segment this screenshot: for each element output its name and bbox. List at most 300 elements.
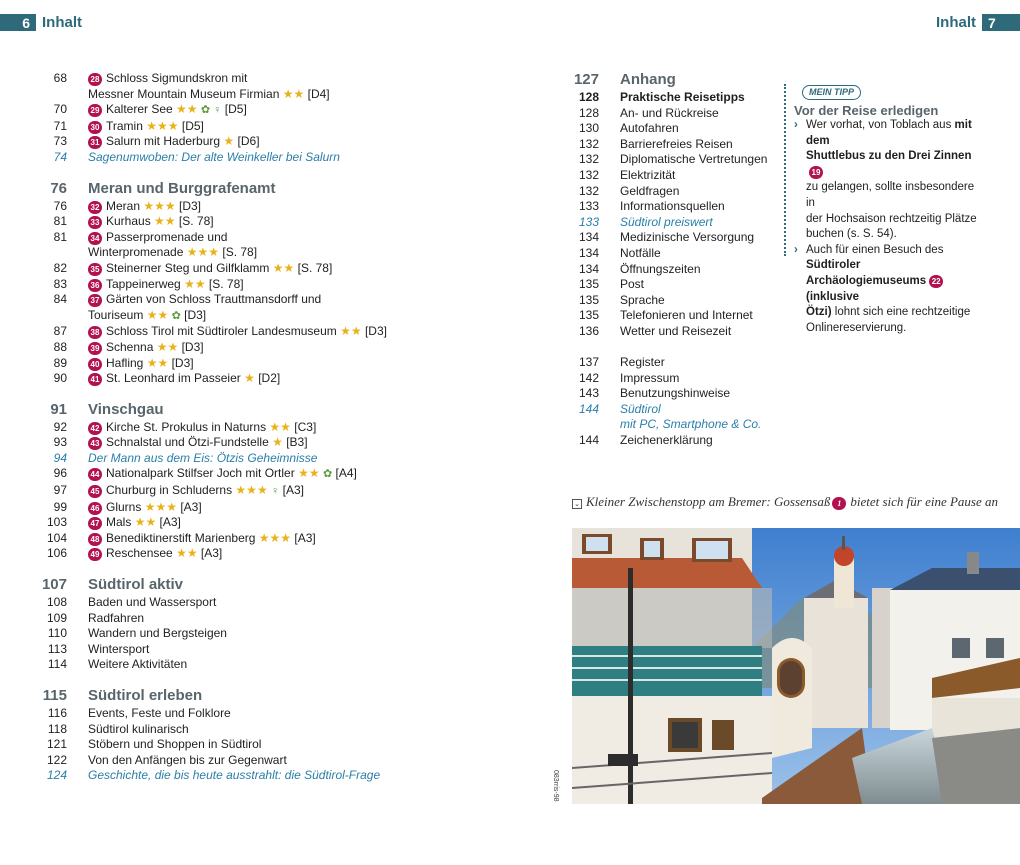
toc-page-number: 108 xyxy=(46,595,67,610)
sight-number-badge: 41 xyxy=(88,373,102,386)
toc-row[interactable] xyxy=(532,230,782,246)
tip-line-text xyxy=(806,305,970,321)
toc-entry-text: Kurhaus xyxy=(106,214,151,229)
toc-entry-text: Diplomatische Vertretungen xyxy=(620,152,768,167)
sight-number-badge: 49 xyxy=(88,548,102,561)
toc-entry xyxy=(67,134,260,150)
toc-row[interactable] xyxy=(0,292,520,308)
toc-entry-text: Telefonieren und Internet xyxy=(620,308,753,323)
sight-number-badge: 22 xyxy=(929,275,943,288)
sight-number-badge: 45 xyxy=(88,485,102,498)
toc-page-number: 114 xyxy=(47,657,67,672)
toc-entry-text: Gärten von Schloss Trauttmansdorff und xyxy=(106,292,322,307)
feature-icon: ✿ ♀ xyxy=(200,104,222,117)
toc-entry xyxy=(67,642,149,658)
toc-page-number: 121 xyxy=(46,737,67,752)
town-photo xyxy=(572,528,1020,804)
toc-row[interactable] xyxy=(532,324,782,340)
toc-page-number xyxy=(0,308,67,325)
toc-entry xyxy=(67,150,340,166)
rating-stars-icon: ★★★ xyxy=(258,530,292,545)
toc-page-number: 76 xyxy=(53,198,67,213)
toc-page-number: 81 xyxy=(53,214,67,229)
toc-entry-text: Nationalpark Stilfser Joch mit Ortler xyxy=(106,466,295,481)
toc-row[interactable] xyxy=(532,106,782,122)
toc-entry xyxy=(67,420,316,436)
tip-indent xyxy=(794,149,806,180)
chevron-right-icon: › xyxy=(794,119,798,131)
toc-entry-text: Elektrizität xyxy=(620,167,676,182)
toc-entry xyxy=(599,324,731,340)
toc-entry xyxy=(67,214,214,230)
caption-text-after: bietet sich für eine Pause an xyxy=(850,494,999,509)
toc-entry xyxy=(599,277,644,293)
toc-page-number: 113 xyxy=(47,641,67,656)
toc-row[interactable] xyxy=(0,277,520,293)
toc-row[interactable] xyxy=(0,531,520,547)
sight-number-badge: 39 xyxy=(88,342,102,355)
toc-page-number: 130 xyxy=(578,121,599,136)
toc-row[interactable] xyxy=(0,214,520,230)
map-reference: [S. 78] xyxy=(208,276,244,291)
rating-stars-icon: ★★★ xyxy=(186,245,220,260)
toc-page-number: 92 xyxy=(53,419,67,434)
sight-number-badge: 33 xyxy=(88,216,102,229)
toc-entry xyxy=(67,87,330,103)
toc-row[interactable] xyxy=(0,71,520,87)
rating-stars-icon: ★★ xyxy=(269,419,291,434)
toc-entry xyxy=(599,199,725,215)
toc-page-number: 132 xyxy=(578,152,599,167)
toc-row[interactable] xyxy=(532,355,782,371)
toc-entry-text: Barrierefreies Reisen xyxy=(620,136,733,151)
toc-gap xyxy=(532,340,782,356)
tip-logo: MEIN TIPP xyxy=(802,85,861,100)
toc-page-number xyxy=(0,87,67,103)
toc-row[interactable] xyxy=(0,737,520,753)
toc-page-number: 84 xyxy=(53,292,67,307)
toc-entry xyxy=(67,706,231,722)
toc-entry xyxy=(599,262,701,278)
toc-page-number xyxy=(532,417,599,433)
toc-entry-text: Post xyxy=(620,277,645,292)
sight-number-badge: 47 xyxy=(88,517,102,530)
toc-entry-text: Südtirol xyxy=(620,401,661,416)
toc-entry xyxy=(599,371,679,387)
toc-row[interactable] xyxy=(0,150,520,166)
toc-entry-text: Glurns xyxy=(106,499,142,514)
section-title: Vinschgau xyxy=(88,400,164,418)
toc-entry-text: Sagenumwoben: Der alte Weinkeller bei Salurn xyxy=(88,149,340,164)
toc-row[interactable] xyxy=(0,657,520,673)
toc-entry xyxy=(599,215,713,231)
toc-row[interactable] xyxy=(532,371,782,387)
rating-stars-icon: ★ xyxy=(244,371,255,386)
rating-stars-icon: ★★★ xyxy=(143,198,176,213)
map-reference: [A3] xyxy=(200,546,223,561)
toc-row[interactable] xyxy=(0,642,520,658)
toc-entry-text: Wetter und Reisezeit xyxy=(620,323,732,338)
tip-text-part: Shuttlebus zu den Drei Zinnen xyxy=(806,150,972,163)
feature-icon: ✿ xyxy=(322,468,333,481)
toc-section-heading xyxy=(0,180,520,197)
feature-icon: ♀ xyxy=(271,485,280,498)
rating-stars-icon: ★★ xyxy=(340,324,362,339)
toc-page-number: 144 xyxy=(578,433,599,448)
toc-entry xyxy=(67,753,287,769)
toc-entry-text: Schenna xyxy=(106,339,154,354)
toc-page-number: 81 xyxy=(53,229,67,244)
rating-stars-icon: ★★ xyxy=(282,86,305,101)
sight-number-badge: 34 xyxy=(88,232,102,245)
toc-row[interactable] xyxy=(0,87,520,103)
toc-entry xyxy=(67,768,380,784)
map-reference: [D5] xyxy=(224,102,247,117)
toc-page-number: 93 xyxy=(53,435,67,450)
photo-credit: 083rris-98 xyxy=(552,770,559,802)
toc-row[interactable] xyxy=(0,611,520,627)
toc-row[interactable] xyxy=(532,121,782,137)
toc-entry xyxy=(599,152,767,168)
toc-entry-text: Hafling xyxy=(106,355,144,370)
toc-row[interactable] xyxy=(532,215,782,231)
toc-row[interactable] xyxy=(0,261,520,277)
toc-entry xyxy=(67,435,308,451)
toc-page-number: 132 xyxy=(578,183,599,198)
section-title: Südtirol erleben xyxy=(88,687,203,704)
tip-line-text xyxy=(806,149,984,180)
tip-line-text xyxy=(806,321,906,337)
toc-row[interactable] xyxy=(0,768,520,784)
sight-number-badge: 42 xyxy=(88,422,102,435)
toc-row[interactable] xyxy=(0,515,520,531)
photo-caption xyxy=(572,494,998,510)
tip-body xyxy=(794,118,984,336)
toc-row[interactable] xyxy=(0,340,520,356)
tip-line xyxy=(794,118,984,149)
toc-row[interactable] xyxy=(532,308,782,324)
rating-stars-icon: ★★ xyxy=(176,102,198,117)
toc-page-number: 97 xyxy=(53,483,67,498)
toc-entry-text: Der Mann aus dem Eis: Ötzis Geheimnisse xyxy=(88,450,318,465)
toc-entry-text: mit PC, Smartphone & Co. xyxy=(620,417,762,432)
section-title: Südtirol aktiv xyxy=(88,576,184,594)
toc-entry-text: Südtirol preiswert xyxy=(620,214,713,229)
toc-entry xyxy=(599,121,679,137)
toc-row[interactable] xyxy=(532,433,782,449)
tip-line xyxy=(794,212,984,228)
toc-entry xyxy=(67,261,332,277)
tip-text-part: Onlinereservierung. xyxy=(806,321,907,334)
toc-entry-text: Benutzungshinweise xyxy=(620,386,731,401)
toc-entry xyxy=(599,106,719,122)
toc-entry xyxy=(67,71,247,87)
toc-page-number: 68 xyxy=(53,71,67,85)
toc-page-number: 88 xyxy=(53,339,67,354)
toc-row[interactable] xyxy=(532,386,782,402)
tip-text-part: Wer vorhat, von Toblach aus xyxy=(806,119,955,131)
toc-entry xyxy=(599,137,733,153)
tip-text-part: buchen (s. S. 54). xyxy=(806,228,897,241)
toc-page-number: 118 xyxy=(47,721,67,736)
toc-row[interactable] xyxy=(532,262,782,278)
toc-row[interactable] xyxy=(0,308,520,325)
tip-text-part: der Hochsaison rechtzeitig Plätze xyxy=(806,212,977,225)
toc-entry xyxy=(67,324,387,340)
map-reference: [D3] xyxy=(184,307,207,322)
toc-entry xyxy=(67,340,204,356)
sight-number-badge: 48 xyxy=(88,533,102,546)
toc-entry-text: Stöbern und Shoppen in Südtirol xyxy=(88,737,262,752)
toc-entry xyxy=(67,546,222,562)
tip-line xyxy=(794,305,984,321)
toc-entry-text: Mals xyxy=(106,515,132,530)
toc-page-number: 73 xyxy=(53,134,67,149)
toc-entry xyxy=(67,722,189,738)
tip-text-part: Südtiroler xyxy=(806,259,861,272)
tip-box xyxy=(784,84,984,334)
section-page-number: 115 xyxy=(42,687,67,704)
toc-entry-text: Salurn mit Haderburg xyxy=(106,134,221,149)
map-reference: [D3] xyxy=(178,198,201,213)
toc-page-number: 82 xyxy=(53,260,67,275)
sight-number-badge: 38 xyxy=(88,326,102,339)
toc-entry-text: Informationsquellen xyxy=(620,199,725,214)
toc-page-number: 90 xyxy=(53,371,67,386)
toc-page-number: 103 xyxy=(46,515,67,530)
rating-stars-icon: ★★ xyxy=(272,260,295,275)
toc-row[interactable] xyxy=(532,417,782,433)
toc-entry xyxy=(599,355,665,371)
toc-entry-text: Geldfragen xyxy=(620,183,680,198)
toc-entry xyxy=(67,500,202,516)
rating-stars-icon: ★★ xyxy=(176,546,198,561)
tip-line xyxy=(794,274,984,305)
toc-page-number: 83 xyxy=(53,276,67,291)
toc-entry-text: Events, Feste und Folklore xyxy=(88,706,231,720)
tip-line xyxy=(794,321,984,337)
toc-page-number: 136 xyxy=(578,323,599,338)
toc-row[interactable] xyxy=(532,137,782,153)
map-reference: [B3] xyxy=(286,435,308,450)
toc-row[interactable] xyxy=(0,546,520,562)
toc-row[interactable] xyxy=(0,500,520,516)
toc-entry-text: Register xyxy=(620,355,665,370)
toc-row[interactable] xyxy=(532,152,782,168)
rating-stars-icon: ★ xyxy=(223,134,235,149)
sight-number-badge: 29 xyxy=(88,104,102,117)
toc-page-number: 135 xyxy=(578,277,599,292)
toc-entry-text: Zeichenerklärung xyxy=(620,433,713,448)
map-reference: [S. 78] xyxy=(222,245,258,260)
toc-page-number: 99 xyxy=(53,499,67,514)
toc-entry xyxy=(67,515,181,531)
caption-text-before: Kleiner Zwischenstopp am Bremer: Gossensaß xyxy=(586,494,831,509)
chevron-right-icon: › xyxy=(794,243,798,256)
tip-text-part: (inklusive xyxy=(806,290,860,303)
toc-entry-text: Sprache xyxy=(620,292,665,307)
sight-number-badge: 44 xyxy=(88,468,102,481)
toc-entry xyxy=(67,466,357,483)
toc-row[interactable] xyxy=(0,483,520,500)
toc-row[interactable] xyxy=(0,435,520,451)
toc-entry xyxy=(67,531,316,547)
toc-row[interactable] xyxy=(532,402,782,418)
sight-number-badge: 37 xyxy=(88,294,102,307)
toc-page-number: 124 xyxy=(46,768,67,783)
toc-entry-text: Südtirol kulinarisch xyxy=(88,721,189,736)
tip-line-text xyxy=(806,243,984,274)
map-reference: [S. 78] xyxy=(178,214,214,229)
tip-line xyxy=(794,180,984,211)
toc-row[interactable] xyxy=(532,199,782,215)
toc-section-heading xyxy=(0,687,520,704)
toc-row[interactable] xyxy=(0,753,520,769)
tip-indent xyxy=(794,212,806,228)
map-reference: [A3] xyxy=(159,515,181,530)
rating-stars-icon: ★★ xyxy=(146,307,169,322)
header-right xyxy=(930,14,1020,31)
section-title: Anhang xyxy=(620,71,676,88)
map-reference: [D3] xyxy=(364,324,387,339)
toc-section-heading xyxy=(0,576,520,593)
toc-entry-text: Kalterer See xyxy=(106,102,173,117)
toc-entry xyxy=(67,230,227,246)
tip-line-text xyxy=(806,212,977,228)
toc-row[interactable] xyxy=(0,245,520,261)
tip-line-text xyxy=(806,180,984,211)
toc-entry-text: Impressum xyxy=(620,370,680,385)
toc-entry-text: Schnalstal und Ötzi-Fundstelle xyxy=(106,435,269,450)
toc-entry-text: Geschichte, die bis heute ausstrahlt: die Südtirol-Frage xyxy=(88,768,381,783)
toc-entry-text: Radfahren xyxy=(88,610,145,625)
tip-text-part: lohnt sich eine rechtzeitige xyxy=(831,306,971,319)
toc-entry-text: Kirche St. Prokulus in Naturns xyxy=(106,419,267,434)
tip-indent xyxy=(794,321,806,337)
toc-row[interactable] xyxy=(532,184,782,200)
header-left xyxy=(0,14,88,31)
toc-row[interactable] xyxy=(532,90,782,106)
toc-entry-text: Steinerner Steg und Gilfklamm xyxy=(106,260,270,275)
section-title: Meran und Burggrafenamt xyxy=(88,179,276,197)
toc-row[interactable] xyxy=(0,451,520,467)
toc-row[interactable] xyxy=(0,356,520,372)
toc-page-number: 134 xyxy=(578,230,599,245)
toc-entry xyxy=(67,199,201,215)
toc-row[interactable] xyxy=(0,102,520,119)
toc-entry-text: St. Leonhard im Passeier xyxy=(106,371,241,386)
rating-stars-icon: ★★ xyxy=(146,355,169,370)
toc-row[interactable] xyxy=(0,371,520,387)
tip-line xyxy=(794,149,984,180)
toc-page-number: 116 xyxy=(47,706,67,720)
toc-entry xyxy=(67,119,204,135)
map-reference: [D3] xyxy=(171,355,194,370)
sight-number-badge: 19 xyxy=(809,166,823,179)
toc-row[interactable] xyxy=(532,293,782,309)
section-page-number: 127 xyxy=(573,71,599,88)
toc-entry-text: Messner Mountain Museum Firmian xyxy=(88,86,280,101)
map-reference: [D5] xyxy=(181,118,204,133)
toc-page-number: 109 xyxy=(46,610,67,625)
toc-row[interactable] xyxy=(0,706,520,722)
toc-entry xyxy=(599,90,745,106)
toc-page-number: 128 xyxy=(578,105,599,120)
toc-row[interactable] xyxy=(532,246,782,262)
rating-stars-icon: ★★ xyxy=(184,276,206,291)
toc-row[interactable] xyxy=(0,595,520,611)
toc-entry xyxy=(67,737,261,753)
toc-section-heading xyxy=(0,401,520,418)
toc-page-number: 133 xyxy=(578,199,599,214)
toc-row[interactable] xyxy=(0,466,520,483)
toc-page-number: 144 xyxy=(578,401,599,416)
toc-entry-text: Schloss Sigmundskron mit xyxy=(106,71,248,85)
toc-entry-text: Meran xyxy=(106,198,141,213)
toc-entry xyxy=(67,626,227,642)
toc-page-number: 74 xyxy=(53,149,67,164)
caption-badge: 1 xyxy=(832,497,846,510)
toc-page-number: 142 xyxy=(578,370,599,385)
toc-entry-text: Notfälle xyxy=(620,245,661,260)
toc-entry-text: Passerpromenade und xyxy=(106,229,228,244)
toc-left-column xyxy=(0,71,520,784)
toc-entry-text: An- und Rückreise xyxy=(620,105,719,120)
toc-entry-text: Reschensee xyxy=(106,546,173,561)
tip-indent xyxy=(794,305,806,321)
toc-row[interactable] xyxy=(0,199,520,215)
toc-row[interactable] xyxy=(0,324,520,340)
toc-row[interactable] xyxy=(0,722,520,738)
toc-page-number: 87 xyxy=(53,324,67,339)
sight-number-badge: 35 xyxy=(88,263,102,276)
toc-row[interactable] xyxy=(0,626,520,642)
toc-page-number: 135 xyxy=(578,308,599,323)
toc-page-number: 134 xyxy=(578,261,599,276)
caption-arrow-icon: ⌄ xyxy=(572,499,582,509)
toc-entry xyxy=(599,184,679,200)
map-reference: [D2] xyxy=(258,371,281,386)
tip-line-text xyxy=(806,274,984,305)
toc-page-number: 106 xyxy=(46,546,67,561)
section-page-number: 76 xyxy=(50,179,67,197)
toc-entry xyxy=(599,433,713,449)
toc-entry xyxy=(599,293,665,309)
toc-row[interactable] xyxy=(532,277,782,293)
toc-row[interactable] xyxy=(0,134,520,150)
sight-number-badge: 32 xyxy=(88,201,102,214)
toc-entry-text: Tramin xyxy=(106,118,143,133)
toc-page-number: 135 xyxy=(578,292,599,307)
toc-entry xyxy=(67,483,304,500)
rating-stars-icon: ★★★ xyxy=(146,118,179,133)
toc-entry-text: Churburg in Schluderns xyxy=(106,483,233,498)
section-page-number: 107 xyxy=(41,576,67,594)
toc-row[interactable] xyxy=(532,168,782,184)
toc-entry xyxy=(599,417,761,433)
toc-row[interactable] xyxy=(0,119,520,135)
tip-heading: Vor der Reise erledigen xyxy=(794,103,939,118)
toc-row[interactable] xyxy=(0,420,520,436)
section-page-number: 91 xyxy=(50,400,67,418)
toc-entry-text: Benediktinerstift Marienberg xyxy=(106,530,256,545)
sight-number-badge: 30 xyxy=(88,121,102,134)
tip-indent xyxy=(794,227,806,243)
tip-line xyxy=(794,243,984,274)
map-reference: [A4] xyxy=(335,466,357,481)
rating-stars-icon: ★★ xyxy=(134,515,157,530)
toc-row[interactable] xyxy=(0,230,520,246)
